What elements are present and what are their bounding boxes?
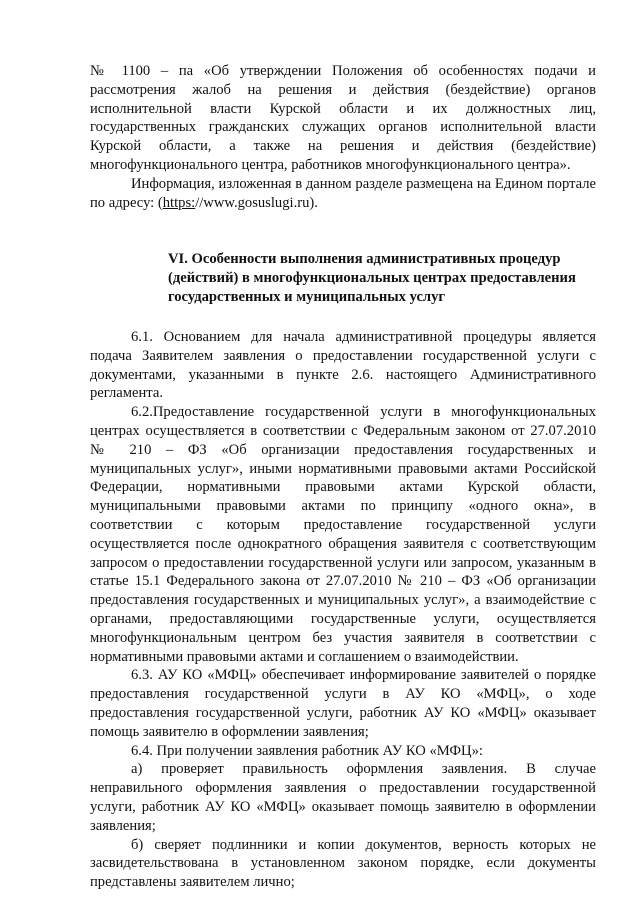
paragraph-6-1: 6.1. Основанием для начала административной процедуры является подача Заявителем заявления о предоставлении государственной услуги с документами, указанными в пункте 2.6. настоящего Административного регламента. (90, 329, 596, 402)
paragraph-6-4-b: б) сверяет подлинники и копии документов, верность которых не засвидетельствована в установленном законом порядке, если документы представлены заявителем лично; (90, 836, 596, 891)
section-heading (168, 250, 598, 306)
paragraph-6-4-a: а) проверяет правильность оформления заявления. В случае неправильного оформления заявления о предоставлении государственной услуги, работник АУ КО «МФЦ» оказывает помощь заявителю в оформлении заявления; (90, 761, 596, 834)
info-paragraph (90, 175, 596, 213)
section-heading-line-2: (действий) в многофункциональных центрах предоставления (168, 269, 576, 286)
paragraph-6-3: 6.3. АУ КО «МФЦ» обеспечивает информирование заявителей о порядке предоставления государственной услуги в АУ КО «МФЦ», о ходе предоставления государственной услуги, работник АУ КО «МФЦ» оказывает помощь заявителю в оформлении заявления; (90, 667, 596, 740)
section-heading-line-3: государственных и муниципальных услуг (168, 288, 446, 305)
info-text-before: Информация, изложенная в данном разделе размещена на Едином портале по адресу: ( (90, 175, 596, 211)
top-section (90, 62, 596, 212)
paragraph-6-4: 6.4. При получении заявления работник АУ КО «МФЦ»: (131, 742, 483, 759)
section-body (90, 328, 596, 892)
gosuslugi-link[interactable]: https: (162, 194, 196, 211)
law-reference-paragraph: № 1100 – па «Об утверждении Положения об особенностях подачи и рассмотрения жалоб на решения и действия (бездействие) органов исполнительной власти Курской области и их должностных лиц, государственных гражданских служащих органов исполнительной власти Курской области, а также на решения и действия (бездействие) многофункционального центра, работников многофункционального центра». (90, 63, 596, 173)
info-text-after: //www.gosuslugi.ru). (195, 194, 318, 211)
section-heading-line-1: VI. Особенности выполнения административных процедур (168, 251, 561, 267)
paragraph-6-2: 6.2.Предоставление государственной услуги в многофункциональных центрах осуществляется в соответствии с Федеральным законом от 27.07.2010 № 210 – ФЗ «Об организации предоставления государственных и муниципальных услуг», иными нормативными правовыми актами Российской Федерации, нормативными правовыми актами Курской области, муниципальными правовыми актами по принципу «одного окна», в соответствии с которым предоставление государственной услуги осуществляется после однократного обращения заявителя с соответствующим запросом о предоставлении государственной услуги или запросом, указанным в статье 15.1 Федерального закона от 27.07.2010 № 210 – ФЗ «Об организации предоставления государственных и муниципальных услуг», а взаимодействие с органами, предоставляющими государственные услуги, осуществляется многофункциональным центром без участия заявителя в соответствии с нормативными правовыми актами и соглашением о взаимодействии. (90, 404, 596, 665)
